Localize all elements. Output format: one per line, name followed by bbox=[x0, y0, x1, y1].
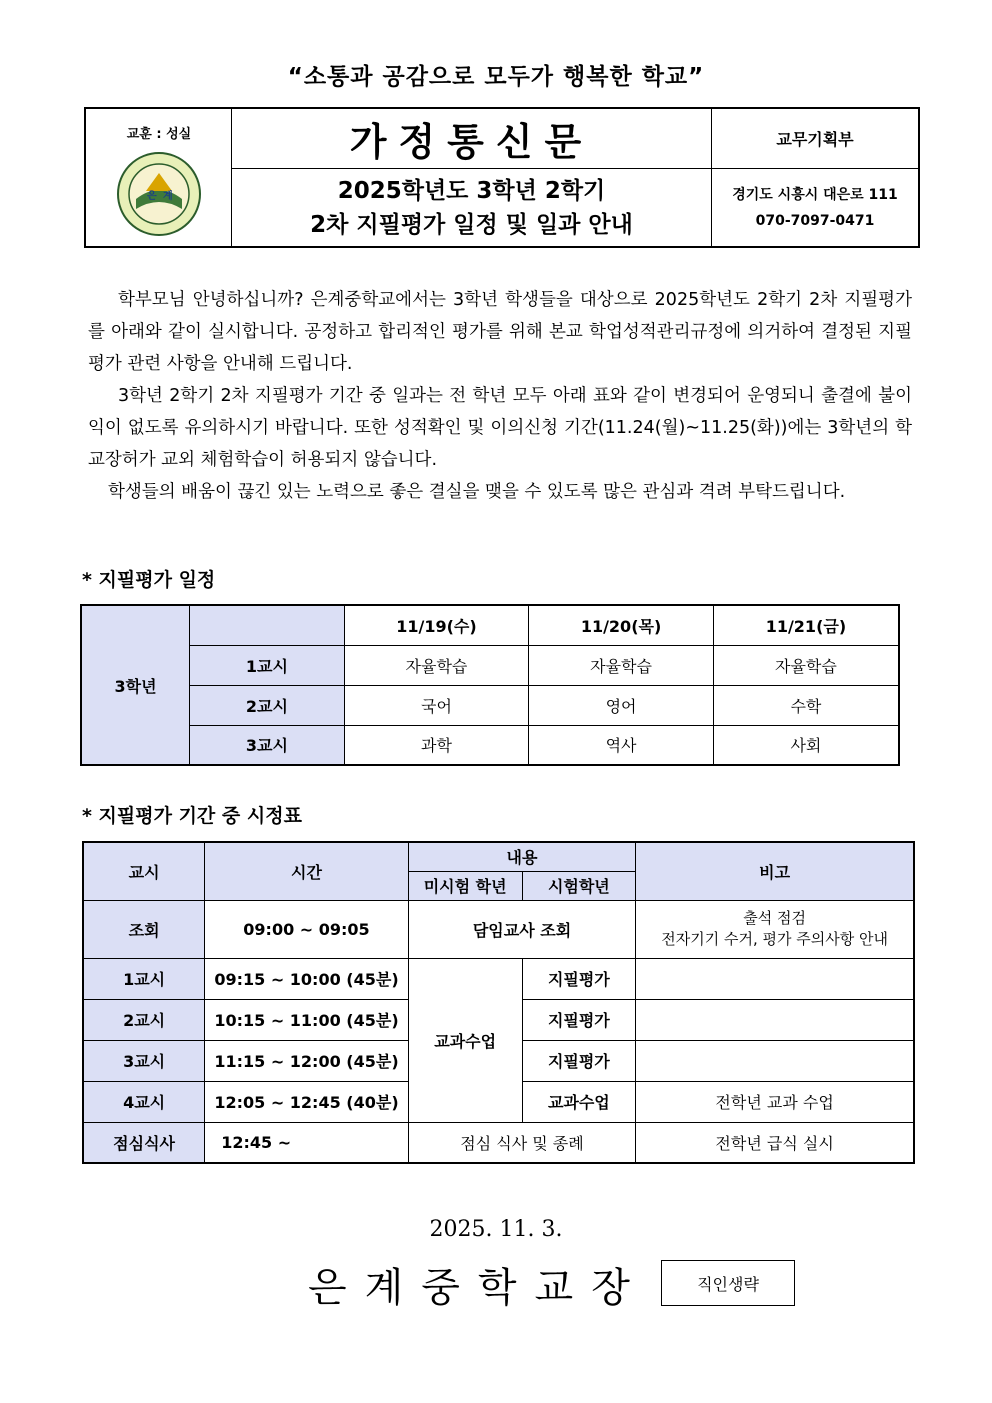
school-emblem-icon bbox=[116, 151, 202, 237]
paragraph-1: 학부모님 안녕하십니까? 은계중학교에서는 3학년 학생들을 대상으로 2025학년도 2학기 2차 지필평가를 아래와 같이 실시합니다. 공정하고 합리적인 평가를 위해 본교 학업성적관리규정에 의거하여 결정된 지필평가 관련 사항을 안내해 드립니다. bbox=[88, 290, 912, 374]
subject-cell: 과학 bbox=[344, 725, 529, 765]
exam-cell: 교과수업 bbox=[522, 1081, 636, 1122]
period-cell: 3교시 bbox=[83, 1040, 205, 1081]
note-cell bbox=[636, 999, 914, 1040]
paragraph-3: 학생들의 배움이 끊긴 있는 노력으로 좋은 결실을 맺을 수 있도록 많은 관심과 격려 부탁드립니다. bbox=[108, 482, 846, 502]
subject-cell: 사회 bbox=[713, 725, 899, 765]
subtitle-line-2: 2차 지필평가 일정 및 일과 안내 bbox=[310, 211, 633, 238]
subject-cell: 국어 bbox=[344, 685, 529, 725]
period-cell: 1교시 bbox=[83, 958, 205, 999]
corner-cell bbox=[190, 605, 344, 645]
time-cell: 12:05 ~ 12:45 (40분) bbox=[205, 1081, 409, 1122]
th-exam: 시험학년 bbox=[522, 871, 636, 900]
seal-omitted-box: 직인생략 bbox=[661, 1260, 795, 1306]
address: 경기도 시흥시 대은로 111 bbox=[732, 186, 898, 203]
note-line-2: 전자기기 수거, 평가 주의사항 안내 bbox=[661, 930, 888, 948]
school-slogan: “소통과 공감으로 모두가 행복한 학교” bbox=[287, 64, 705, 90]
page-title: 가정통신문 bbox=[232, 109, 712, 169]
exam-schedule-table bbox=[80, 604, 900, 766]
th-note: 비고 bbox=[636, 842, 914, 900]
note-cell bbox=[636, 1040, 914, 1081]
row-homeroom-note bbox=[636, 900, 914, 958]
emblem-char-right: 계 bbox=[163, 191, 173, 202]
period-cell: 2교시 bbox=[190, 685, 344, 725]
note-cell bbox=[636, 958, 914, 999]
row-homeroom-content: 담임교사 조회 bbox=[408, 900, 635, 958]
subject-cell: 자율학습 bbox=[713, 645, 899, 685]
logo-cell bbox=[86, 109, 232, 246]
note-line-1: 출석 점검 bbox=[743, 909, 806, 927]
date-header: 11/19(수) bbox=[344, 605, 529, 645]
subject-cell: 수학 bbox=[713, 685, 899, 725]
exam-cell: 지필평가 bbox=[522, 1040, 636, 1081]
daily-timetable bbox=[82, 841, 915, 1164]
date-header: 11/21(금) bbox=[713, 605, 899, 645]
period-cell: 3교시 bbox=[190, 725, 344, 765]
timetable-heading: * 지필평가 기간 중 시정표 bbox=[82, 805, 302, 827]
period-cell: 2교시 bbox=[83, 999, 205, 1040]
time-cell: 09:15 ~ 10:00 (45분) bbox=[205, 958, 409, 999]
subject-cell: 자율학습 bbox=[529, 645, 714, 685]
exam-cell: 지필평가 bbox=[522, 999, 636, 1040]
page-subtitle bbox=[232, 169, 712, 246]
period-cell: 1교시 bbox=[190, 645, 344, 685]
th-content: 내용 bbox=[408, 842, 635, 871]
th-period: 교시 bbox=[83, 842, 205, 900]
principal-signature: 은계중학교장 bbox=[308, 1265, 648, 1311]
paragraph-2: 3학년 2학기 2차 지필평가 기간 중 일과는 전 학년 모두 아래 표와 같이 변경되어 운영되니 출결에 불이익이 없도록 유의하시기 바랍니다. 또한 성적확인 및 이의신청 기간(11.24(월)~11.25(화))에는 3학년의 학교장허가 교외 체험학습이 허용되지 않습니다. bbox=[88, 386, 912, 470]
issue-date: 2025. 11. 3. bbox=[429, 1217, 563, 1242]
time-cell: 10:15 ~ 11:00 (45분) bbox=[205, 999, 409, 1040]
newsletter-header bbox=[84, 107, 920, 248]
school-motto: 교훈 : 성실 bbox=[126, 127, 192, 142]
period-cell: 4교시 bbox=[83, 1081, 205, 1122]
subject-cell: 자율학습 bbox=[344, 645, 529, 685]
department: 교무기획부 bbox=[712, 109, 918, 169]
subtitle-line-1: 2025학년도 3학년 2학기 bbox=[337, 177, 606, 204]
subject-cell: 영어 bbox=[529, 685, 714, 725]
contact-info bbox=[712, 169, 918, 246]
lunch-period: 점심식사 bbox=[83, 1122, 205, 1163]
non-exam-class-cell: 교과수업 bbox=[408, 958, 522, 1122]
exam-cell: 지필평가 bbox=[522, 958, 636, 999]
grade-cell: 3학년 bbox=[81, 605, 190, 765]
date-header: 11/20(목) bbox=[529, 605, 714, 645]
th-time: 시간 bbox=[205, 842, 409, 900]
emblem-char-left: 은 bbox=[147, 191, 157, 202]
time-cell: 11:15 ~ 12:00 (45분) bbox=[205, 1040, 409, 1081]
subject-cell: 역사 bbox=[529, 725, 714, 765]
lunch-time: 12:45 ~ bbox=[205, 1122, 409, 1163]
th-non-exam: 미시험 학년 bbox=[408, 871, 522, 900]
row-homeroom-period: 조회 bbox=[83, 900, 205, 958]
row-homeroom-time: 09:00 ~ 09:05 bbox=[205, 900, 409, 958]
schedule-heading: * 지필평가 일정 bbox=[82, 569, 216, 591]
phone: 070-7097-0471 bbox=[755, 212, 875, 229]
note-cell: 전학년 교과 수업 bbox=[636, 1081, 914, 1122]
lunch-content: 점심 식사 및 종례 bbox=[408, 1122, 635, 1163]
lunch-note: 전학년 급식 실시 bbox=[636, 1122, 914, 1163]
